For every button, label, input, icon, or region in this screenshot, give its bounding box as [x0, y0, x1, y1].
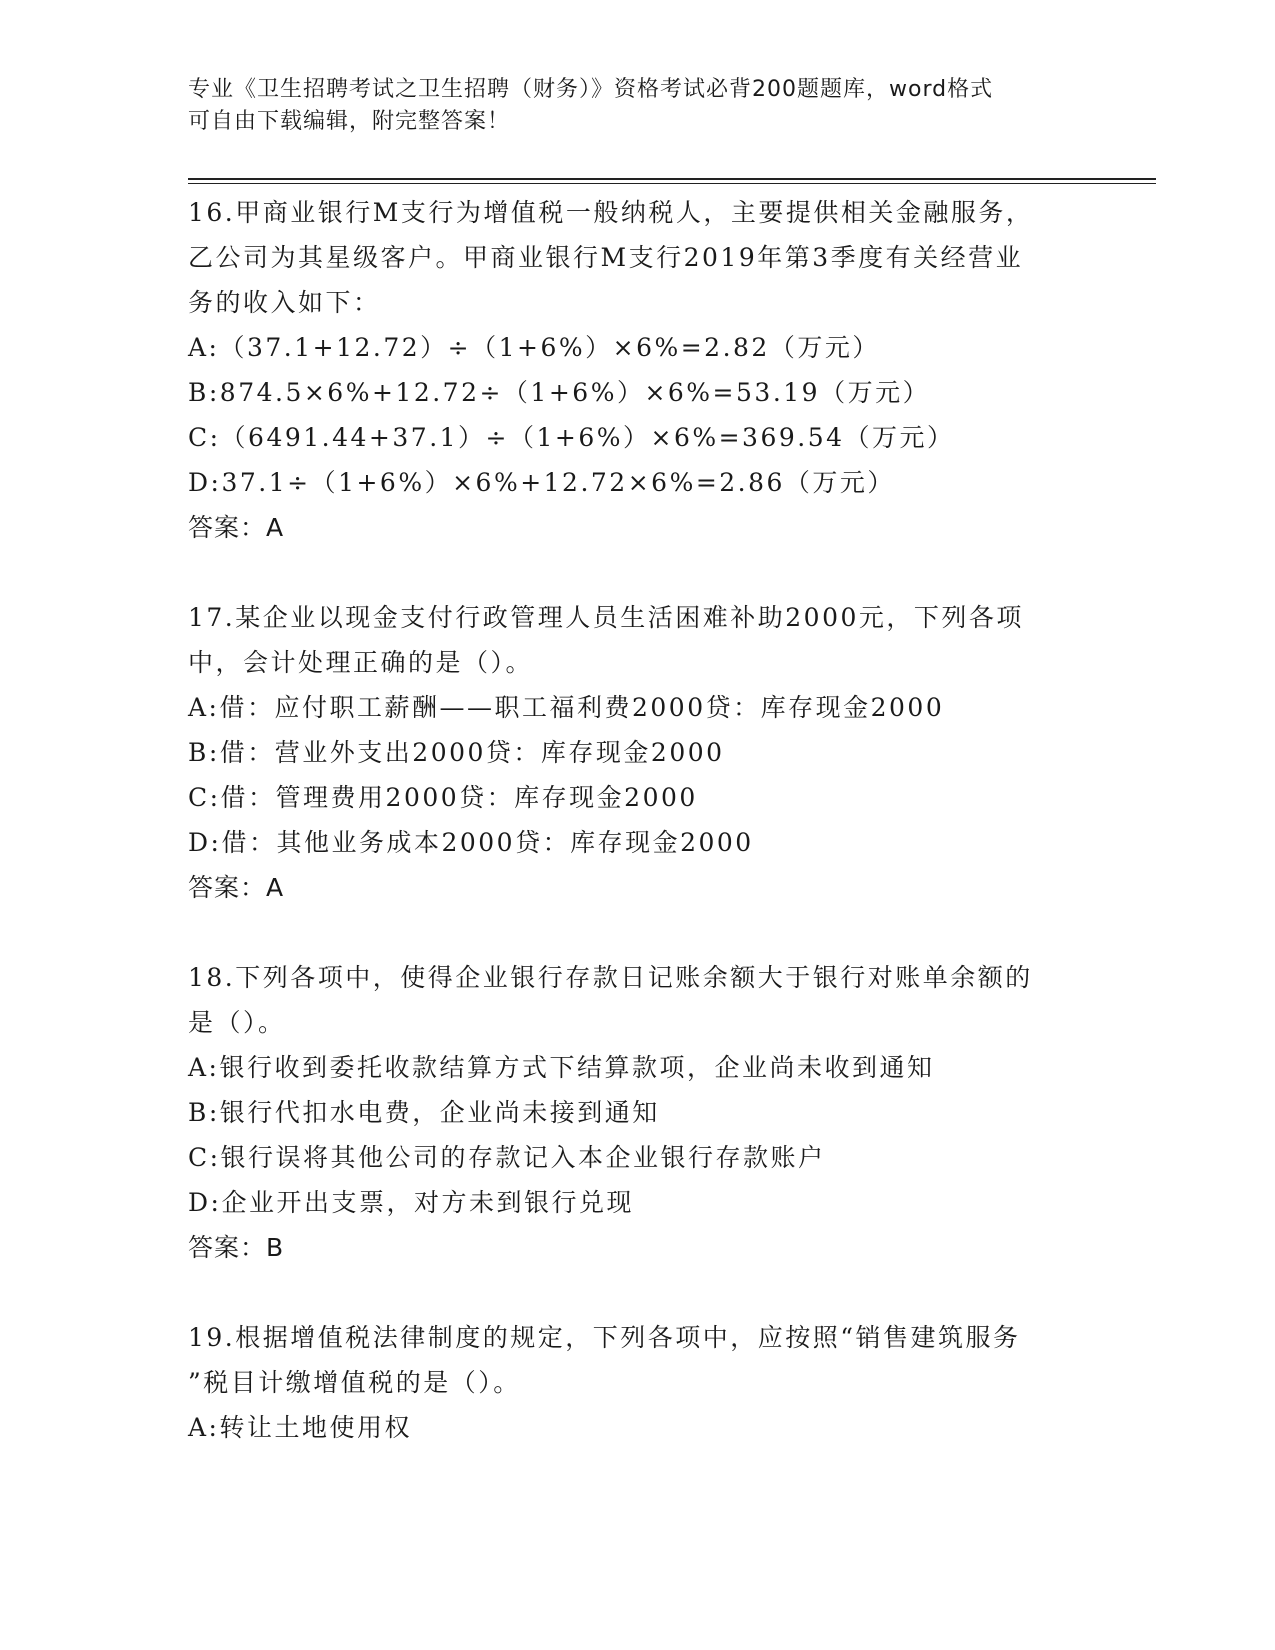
- question-stem-line: 16.甲商业银行M支行为增值税一般纳税人，主要提供相关金融服务，: [188, 198, 1034, 227]
- option-b: B:银行代扣水电费，企业尚未接到通知: [188, 1098, 660, 1127]
- document-header: [188, 74, 1068, 138]
- question-stem-line: 19.根据增值税法律制度的规定，下列各项中，应按照“销售建筑服务: [188, 1323, 1021, 1352]
- option-c: C:银行误将其他公司的存款记入本企业银行存款账户: [188, 1143, 826, 1172]
- answer-label: 答案：B: [188, 1233, 285, 1262]
- answer-label: 答案：A: [188, 513, 285, 542]
- question-stem-line: 是（）。: [188, 1008, 286, 1037]
- option-b: B:874.5×6%+12.72÷（1+6%）×6%=53.19（万元）: [188, 378, 931, 407]
- option-d: D:借：其他业务成本2000贷：库存现金2000: [188, 828, 754, 857]
- option-a: A:（37.1+12.72）÷（1+6%）×6%=2.82（万元）: [188, 333, 880, 362]
- answer-label: 答案：A: [188, 873, 285, 902]
- question-stem-line: ”税目计缴增值税的是（）。: [188, 1368, 521, 1397]
- option-a: A:借：应付职工薪酬——职工福利费2000贷：库存现金2000: [188, 693, 945, 722]
- header-title-line-1: 专业《卫生招聘考试之卫生招聘（财务）》资格考试必背200题题库，word格式: [188, 77, 994, 102]
- question-stem-line: 务的收入如下：: [188, 288, 381, 317]
- header-divider-thin: [188, 183, 1156, 184]
- question-16: [188, 190, 1088, 550]
- header-divider-thick: [188, 178, 1156, 180]
- option-c: C:（6491.44+37.1）÷（1+6%）×6%=369.54（万元）: [188, 423, 955, 452]
- option-d: D:企业开出支票，对方未到银行兑现: [188, 1188, 634, 1217]
- question-list: [188, 190, 1088, 1450]
- question-stem-line: 18.下列各项中，使得企业银行存款日记账余额大于银行对账单余额的: [188, 963, 1033, 992]
- option-a: A:转让土地使用权: [188, 1413, 412, 1442]
- question-stem-line: 乙公司为其星级客户。甲商业银行M支行2019年第3季度有关经营业: [188, 243, 1024, 272]
- question-stem-line: 17.某企业以现金支付行政管理人员生活困难补助2000元，下列各项: [188, 603, 1024, 632]
- option-d: D:37.1÷（1+6%）×6%+12.72×6%=2.86（万元）: [188, 468, 895, 497]
- header-title-line-2: 可自由下载编辑，附完整答案！: [188, 109, 511, 134]
- question-19: [188, 1315, 1088, 1450]
- option-c: C:借：管理费用2000贷：库存现金2000: [188, 783, 698, 812]
- question-stem-line: 中，会计处理正确的是（）。: [188, 648, 534, 677]
- question-17: [188, 595, 1088, 910]
- question-18: [188, 955, 1088, 1270]
- option-a: A:银行收到委托收款结算方式下结算款项，企业尚未收到通知: [188, 1053, 935, 1082]
- option-b: B:借：营业外支出2000贷：库存现金2000: [188, 738, 725, 767]
